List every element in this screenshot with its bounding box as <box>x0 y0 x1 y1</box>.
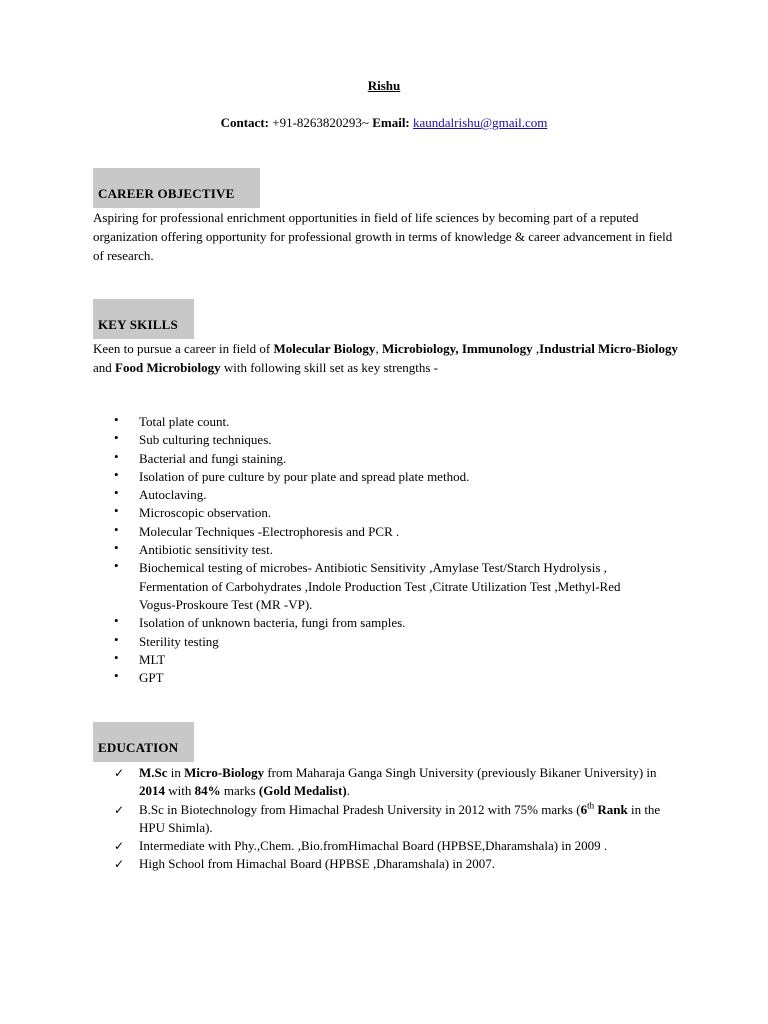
skill-text: GPT <box>139 670 164 686</box>
contact-label: Contact: <box>220 115 269 130</box>
bullet-icon: • <box>114 503 119 519</box>
bullet-icon: • <box>114 430 119 446</box>
skill-text: Autoclaving. <box>139 487 207 503</box>
bullet-icon: • <box>114 613 119 629</box>
edu-bold: 2014 <box>139 783 165 799</box>
skill-item <box>114 633 654 651</box>
education-heading: EDUCATION <box>93 722 194 762</box>
edu-bold: 84% <box>194 783 221 799</box>
skill-text: Antibiotic sensitivity test. <box>139 542 273 558</box>
skills-list <box>114 413 654 687</box>
phone-number: +91-8263820293~ <box>269 115 373 130</box>
edu-bold: Rank <box>594 801 628 817</box>
career-objective-text: Aspiring for professional enrichment opportunities in field of life sciences by becoming part of a reputed organization offering opportunity for professional growth in terms of knowledge & career advancement in field of research. <box>93 210 673 263</box>
skill-item <box>114 486 654 504</box>
bullet-icon: • <box>114 540 119 556</box>
edu-superscript: th <box>587 800 595 811</box>
skill-text: Isolation of unknown bacteria, fungi from samples. <box>139 615 406 631</box>
skill-item <box>114 504 654 522</box>
skill-item <box>114 651 654 669</box>
edu-text: in the HPU Shimla). <box>139 801 661 835</box>
bullet-icon: • <box>114 448 119 464</box>
skill-text: Bacterial and fungi staining. <box>139 450 287 466</box>
intro-bold: Microbiology, <box>381 341 459 356</box>
intro-text: , <box>375 341 382 356</box>
bullet-icon: • <box>114 412 119 427</box>
bullet-icon: • <box>114 521 119 537</box>
email-link[interactable]: kaundalrishu@gmail.com <box>413 115 548 130</box>
skill-item <box>114 468 654 486</box>
skill-item <box>114 614 654 632</box>
education-item <box>114 855 674 873</box>
intro-text: Keen to pursue a career in field of <box>93 341 274 356</box>
skill-item <box>114 559 654 614</box>
edu-text: in <box>167 765 185 780</box>
intro-bold: Food Microbiology <box>115 360 221 375</box>
skill-item <box>114 523 654 541</box>
skill-text: Sub culturing techniques. <box>139 432 272 448</box>
contact-line <box>0 115 768 131</box>
edu-text: with <box>165 783 195 799</box>
intro-text: and <box>93 360 116 375</box>
skill-text: Microscopic observation. <box>139 505 272 521</box>
edu-bold: (Gold Medalist) <box>258 783 347 799</box>
skill-item <box>114 413 654 431</box>
bullet-icon: • <box>114 631 119 647</box>
bullet-icon: • <box>114 485 119 501</box>
education-item <box>114 801 674 838</box>
bullet-icon: • <box>114 649 119 665</box>
intro-text: , <box>532 341 540 356</box>
edu-text: B.Sc in Biotechnology from Himachal Pradesh University in 2012 with 75% marks ( <box>139 801 581 817</box>
skill-text: Biochemical testing of microbes- Antibiotic Sensitivity ,Amylase Test/Starch Hydrolysis , Fermentation of Carbohydrates ,Indole Production Test ,Citrate Utilization Test ,Methyl-Red Vogus-Proskoure Test (MR -VP). <box>139 560 621 612</box>
skill-item <box>114 431 654 449</box>
edu-text: marks <box>220 783 259 799</box>
candidate-name: Rishu <box>367 78 401 93</box>
intro-bold: Industrial Micro-Biology <box>539 341 678 356</box>
skill-item <box>114 450 654 468</box>
email-label: Email: <box>372 115 410 130</box>
key-skills-heading: KEY SKILLS <box>93 299 194 339</box>
edu-text: High School from Himachal Board (HPBSE ,Dharamshala) in 2007. <box>139 856 495 872</box>
edu-bold: Micro-Biology <box>184 765 265 780</box>
intro-bold: Molecular Biology <box>273 341 376 356</box>
skill-item <box>114 669 654 687</box>
skill-text: Isolation of pure culture by pour plate and spread plate method. <box>139 468 470 484</box>
check-icon: ✓ <box>114 857 125 872</box>
education-item <box>114 764 674 801</box>
edu-text: from Maharaja Ganga Singh University (previously Bikaner University) in <box>264 765 657 780</box>
intro-text: with following skill set as key strengths - <box>220 360 438 375</box>
skill-text: Molecular Techniques -Electrophoresis and PCR . <box>139 523 400 539</box>
edu-bold: 6 <box>580 801 588 817</box>
skill-item <box>114 541 654 559</box>
intro-bold: Immunology <box>461 341 533 356</box>
skill-text: Sterility testing <box>139 633 219 649</box>
bullet-icon: • <box>114 558 119 574</box>
education-list <box>114 764 674 874</box>
edu-text: . <box>346 783 350 799</box>
career-objective-heading: CAREER OBJECTIVE <box>93 168 260 208</box>
skill-text: Total plate count. <box>139 414 230 429</box>
key-skills-intro <box>93 339 678 377</box>
check-icon: ✓ <box>114 802 125 817</box>
edu-bold: M.Sc <box>139 765 168 780</box>
check-icon: ✓ <box>114 766 125 780</box>
bullet-icon: • <box>114 466 119 482</box>
skill-text: MLT <box>139 651 166 667</box>
check-icon: ✓ <box>114 839 125 854</box>
education-item <box>114 837 674 855</box>
bullet-icon: • <box>114 668 119 684</box>
edu-text: Intermediate with Phy.,Chem. ,Bio.fromHimachal Board (HPBSE,Dharamshala) in 2009 . <box>139 838 608 854</box>
